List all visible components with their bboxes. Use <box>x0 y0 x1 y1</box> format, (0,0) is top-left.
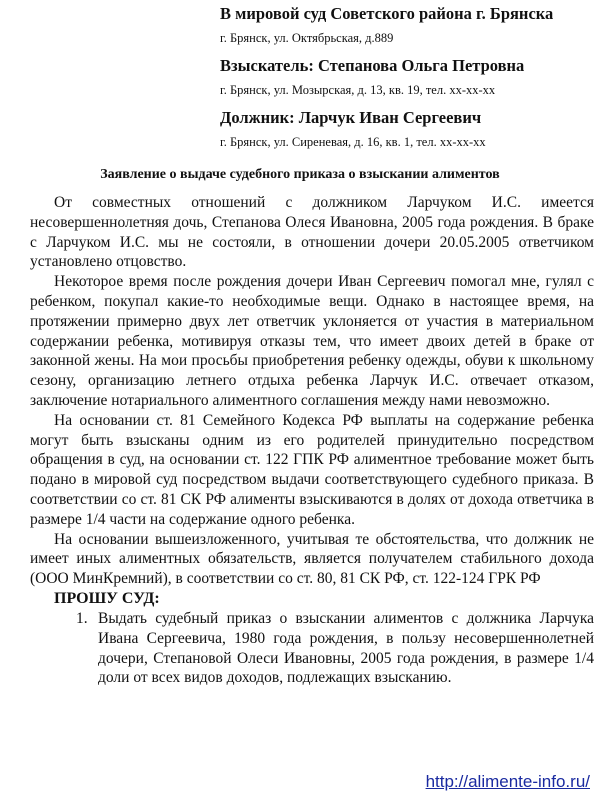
request-list <box>30 609 594 688</box>
paragraph-3: На основании ст. 81 Семейного Кодекса РФ выплаты на содержание ребенка могут быть взысканы одним из его родителей принудительно посредством обращения в суд, на основании ст. 122 ГПК РФ алиментное требование может быть подано в мировой суд посредством выдачи соответствующего судебного приказа. В соответствии со ст. 81 СК РФ алименты взыскиваются в долях от дохода ответчика в размере 1/4 части на содержание одного ребенка. <box>30 411 594 528</box>
paragraph-2: Некоторое время после рождения дочери Иван Сергеевич помогал мне, гулял с ребенком, покупал какие-то необходимые вещи. Однако в настоящее время, на протяжении примерно двух лет ответчик уклоняется от участия в материальном содержании ребенка, мотивируя отказы тем, что имеет двоих детей в браке от законной жены. На мои просьбы приобретения ребенку одежды, обуви к школьному сезону, организацию летнего отдыха ребенка Ларчук И.С. отвечает отказом, заключение нотариального алиментного соглашения между нами невозможно. <box>30 273 594 409</box>
request-item <box>76 609 594 688</box>
claimant-address: г. Брянск, ул. Мозырская, д. 13, кв. 19, тел. хх-хх-хх <box>220 83 496 97</box>
debtor-address: г. Брянск, ул. Сиреневая, д. 16, кв. 1, тел. хх-хх-хх <box>220 135 486 149</box>
claimant-name: Взыскатель: Степанова Ольга Петровна <box>220 56 525 75</box>
document-title: Заявление о выдаче судебного приказа о взыскании алиментов <box>100 167 500 182</box>
watermark-link[interactable]: http://alimente-info.ru/ <box>425 772 590 791</box>
request-item-number: 1. <box>76 609 88 627</box>
document-header <box>220 4 592 150</box>
court-name: В мировой суд Советского района г. Брянска <box>220 4 554 23</box>
paragraph-1: От совместных отношений с должником Ларчуком И.С. имеется несовершеннолетняя дочь, Степанова Олеся Ивановна, 2005 года рождения. В браке с Ларчуком И.С. мы не состояли, в отношении дочери 20.05.2005 ответчиком установлено отцовство. <box>30 194 594 271</box>
paragraph-4: На основании вышеизложенного, учитывая те обстоятельства, что должник не имеет иных алиментных обязательств, является получателем стабильного дохода (ООО МинКремний), в соответствии со ст. 80, 81 СК РФ, ст. 122-124 ГРК РФ <box>30 530 594 588</box>
request-heading: ПРОШУ СУД: <box>54 589 160 607</box>
request-item-text: Выдать судебный приказ о взыскании алиментов с должника Ларчука Ивана Сергеевича, 1980 года рождения, в пользу несовершеннолетней дочери, Степановой Олеси Ивановны, 2005 года рождения, в размере 1/4 доли от всех видов доходов, подлежащих взысканию. <box>98 609 594 687</box>
document-body <box>30 193 594 688</box>
court-address: г. Брянск, ул. Октябрьская, д.889 <box>220 31 394 45</box>
debtor-name: Должник: Ларчук Иван Сергеевич <box>220 108 482 127</box>
